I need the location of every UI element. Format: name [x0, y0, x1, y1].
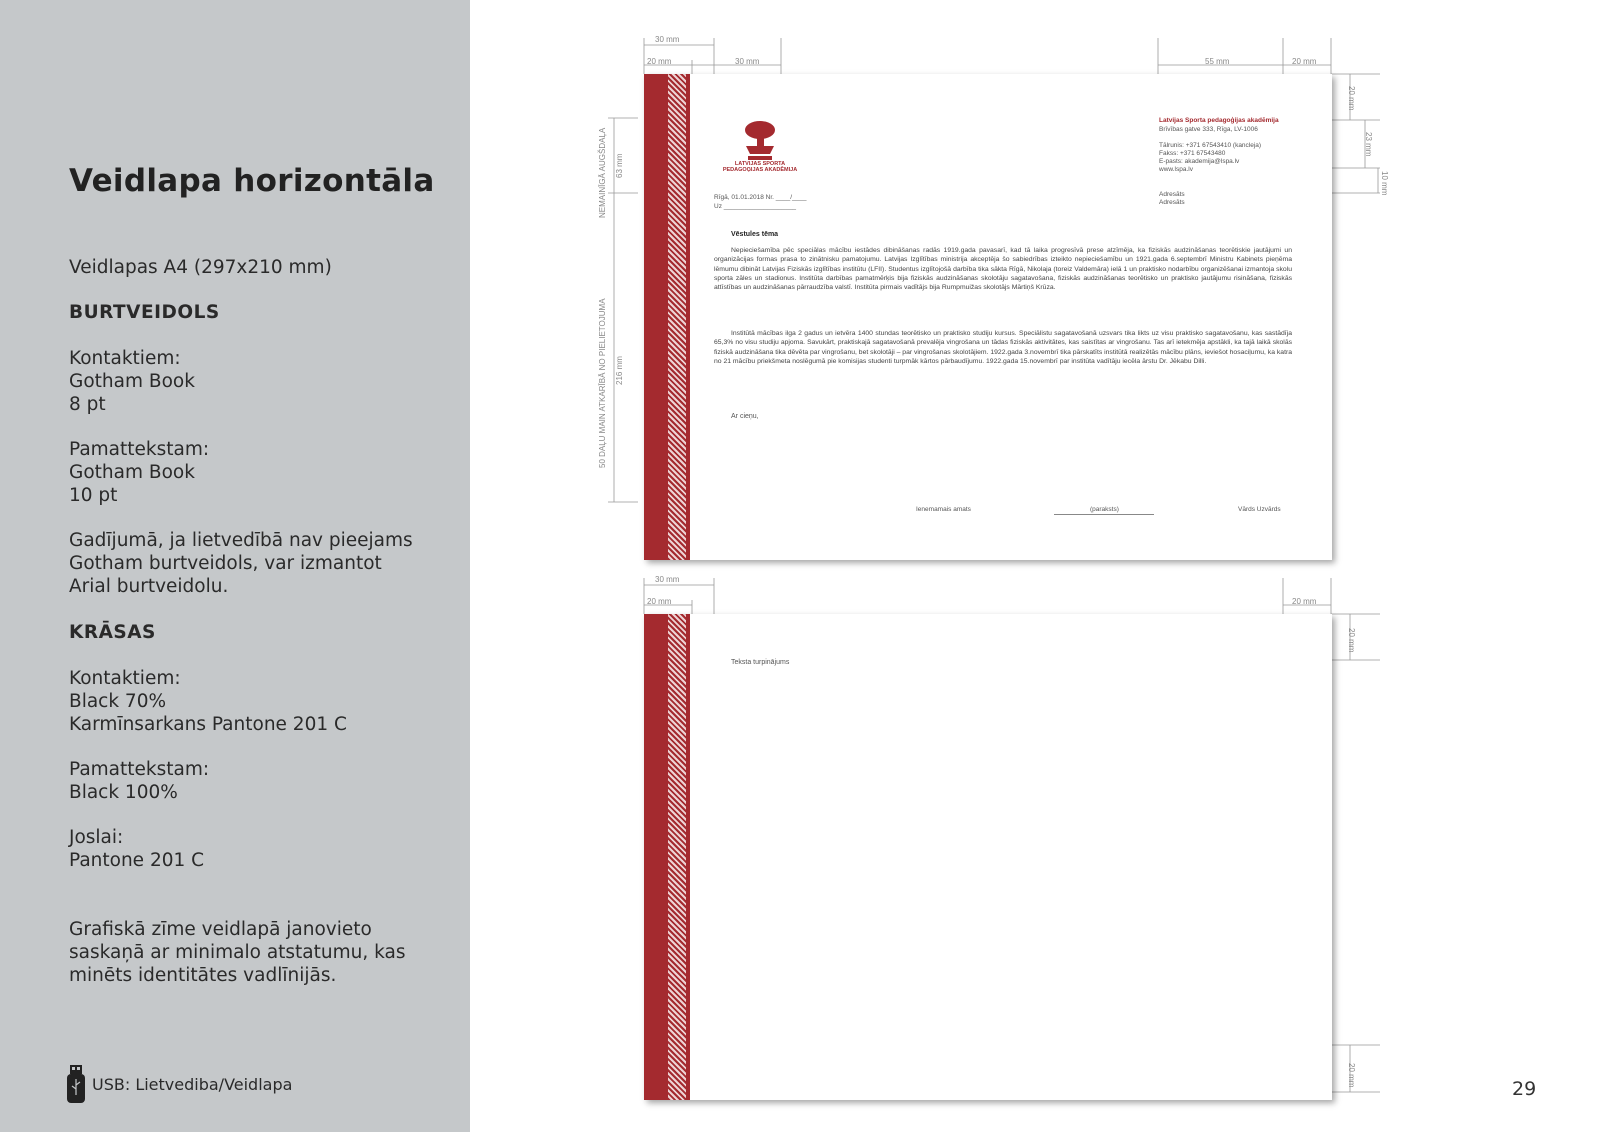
stripe-ornament: [668, 74, 686, 560]
org-web: www.lspa.lv: [1159, 166, 1193, 173]
addressee-1: Adresāts: [1159, 191, 1185, 198]
dim-right-23: 23 mm: [1364, 132, 1373, 157]
dim2-20mm: 20 mm: [647, 597, 672, 606]
left-label-top: NEMAINĪGĀ AUGŠDAĻA: [598, 127, 607, 218]
dim2-right-20b: 20 mm: [1347, 1063, 1356, 1088]
dim2-right-20: 20 mm: [1347, 628, 1356, 653]
letter-paragraph-1: Nepieciešamība pēc speciālas mācību iestādes dibināšanas radās 1919.gada pavasarī, kad tā laika progresīvā prese atzīmēja, ka fiziskās audzināšanas teorētiskie jautājumi un organizācijas formas prasa to zinātnisku pamatojumu. Latvijas Izglītības ministrija akceptēja šo sabiedrības izteikto nepieciešamību un 1921.gada 6.septembrī Ministru Kabinets pieņēma lēmumu dibināt Latvijas Fiziskās izglītības institūtu (LFII). Studentus izglītojošā darbība tika sākta Rīgā, Nikolaja (toreiz Valdemāra) ielā 1 un praktisko nodarbību organizēšanai izmantoja skolu sporta zāles un stadionus. Institūta darbības pamatmērķis bija fiziskās audzināšanas skolotāju sagatavošana, fiziskās audzināšanas teorētisko un praktisko jautājumu risināšana, fiziskās attīstības un audzināšanas pārraudzība valstī. Institūta pirmais vadītājs bija Rumpmuižas skolotājs Mārtiņš Krūza.: [714, 247, 1292, 292]
addressee-2: Adresāts: [1159, 199, 1185, 206]
dim-20mm-right: 20 mm: [1292, 57, 1317, 66]
org-name: Latvijas Sporta pedagoģijas akadēmija: [1159, 117, 1279, 124]
dim2-20mm-right: 20 mm: [1292, 597, 1317, 606]
dim-30mm-b: 30 mm: [735, 57, 760, 66]
signer-name: Vārds Uzvārds: [1238, 506, 1281, 513]
org-address: Brīvības gatve 333, Rīga, LV-1006: [1159, 126, 1258, 133]
colors-heading: KRĀSAS: [69, 622, 156, 643]
signature-line: [1054, 514, 1154, 515]
fallback-note: Gadījumā, ja lietvedībā nav pieejams Gotham burtveidols, var izmantot Arial burtveidolu.: [69, 530, 413, 597]
usb-icon: [66, 1065, 86, 1103]
page-title: Veidlapa horizontāla: [69, 163, 435, 199]
signature-label: (paraksts): [1090, 506, 1119, 513]
page-number: 29: [1512, 1078, 1537, 1100]
letter-subject: Vēstules tēma: [731, 231, 779, 238]
dim-right-20: 20 mm: [1347, 86, 1356, 111]
contacts-color-text: Kontaktiem: Black 70% Karmīnsarkans Pantone 201 C: [69, 668, 347, 735]
format-text: Veidlapas A4 (297x210 mm): [69, 257, 332, 278]
org-phone: Tālrunis: +371 67543410 (kancleja): [1159, 142, 1262, 149]
org-fax: Fakss: +371 67543480: [1159, 150, 1226, 157]
usb-path: [66, 1065, 292, 1103]
continuation-text: Teksta turpinājums: [731, 659, 790, 666]
stripe-ornament-2: [668, 614, 686, 1100]
reference-line: Uz ____________________: [714, 203, 797, 210]
letter-page: [644, 74, 1332, 560]
dim-63mm: 63 mm: [615, 153, 624, 178]
continuation-page: [644, 614, 1332, 1100]
dim2-30mm: 30 mm: [655, 575, 680, 584]
usb-path-label: USB: Lietvediba/Veidlapa: [92, 1074, 293, 1094]
left-label-bottom: 50 DAĻU MAIN ATKARĪBĀ NO PIELIETOJUMA: [598, 298, 607, 468]
sidebar: [0, 0, 470, 1132]
body-color-text: Pamattekstam: Black 100%: [69, 759, 210, 803]
dim-216mm: 216 mm: [615, 356, 624, 385]
org-email: E-pasts: akademija@lspa.lv: [1159, 158, 1240, 165]
contacts-font-text: Kontaktiem: Gotham Book 8 pt: [69, 348, 195, 415]
dim-55mm: 55 mm: [1205, 57, 1230, 66]
dim-20mm: 20 mm: [647, 57, 672, 66]
letter-closing: Ar cieņu,: [731, 413, 759, 420]
dim-30mm: 30 mm: [655, 35, 680, 44]
body-font-text: Pamattekstam: Gotham Book 10 pt: [69, 439, 210, 506]
logo-note: Grafiskā zīme veidlapā janovieto saskaņā ar minimalo atstatumu, kas minēts identitātes vadlīnijās.: [69, 919, 406, 986]
letter-paragraph-2: Institūtā mācības ilga 2 gadus un ietvēra 1400 stundas teorētisko un praktisko studiju kursus. Speciālistu sagatavošanā uzsvars tika likts uz visu praktisko sagatavošanu, kas sastādīja 65,3% no visu studiju apjoma. Savukārt, praktiskajā sagatavošanā prevalēja vingrošana un tādas fiziskās aktivitātes, kas saistītas ar vingrošanu. Tas arī ietekmēja apstākli, ka tajā laikā skolās fiziskā audzināšana tika dēvēta par vingrošanu, bet skolotāji – par vingrošanas skolotājiem. 1922.gada 3.novembrī tika pārskatīts institūtā realizētās mācību plāns, ieviešot hosaciļumu, ka katra no 21 mācību priekšmeta noslēgumā pie komisijas studenti turpmāk kārtos pārbaudījumu. 1922.gada 15.novembrī par institūta vadītāju iecēla ārstu Dr. Jēkabu Dilli.: [714, 330, 1292, 365]
date-line: Rīgā, 01.01.2018 Nr. ____/____: [714, 194, 807, 201]
dim-right-10: 10 mm: [1380, 171, 1389, 196]
font-heading: BURTVEIDOLS: [69, 302, 220, 323]
stripe-color-text: Joslai: Pantone 201 C: [69, 827, 205, 871]
signature-title: Ienemamais amats: [916, 506, 971, 513]
logo-text: LATVIJAS SPORTA PEDAGOĢIJAS AKADĒMIJA: [722, 161, 798, 173]
